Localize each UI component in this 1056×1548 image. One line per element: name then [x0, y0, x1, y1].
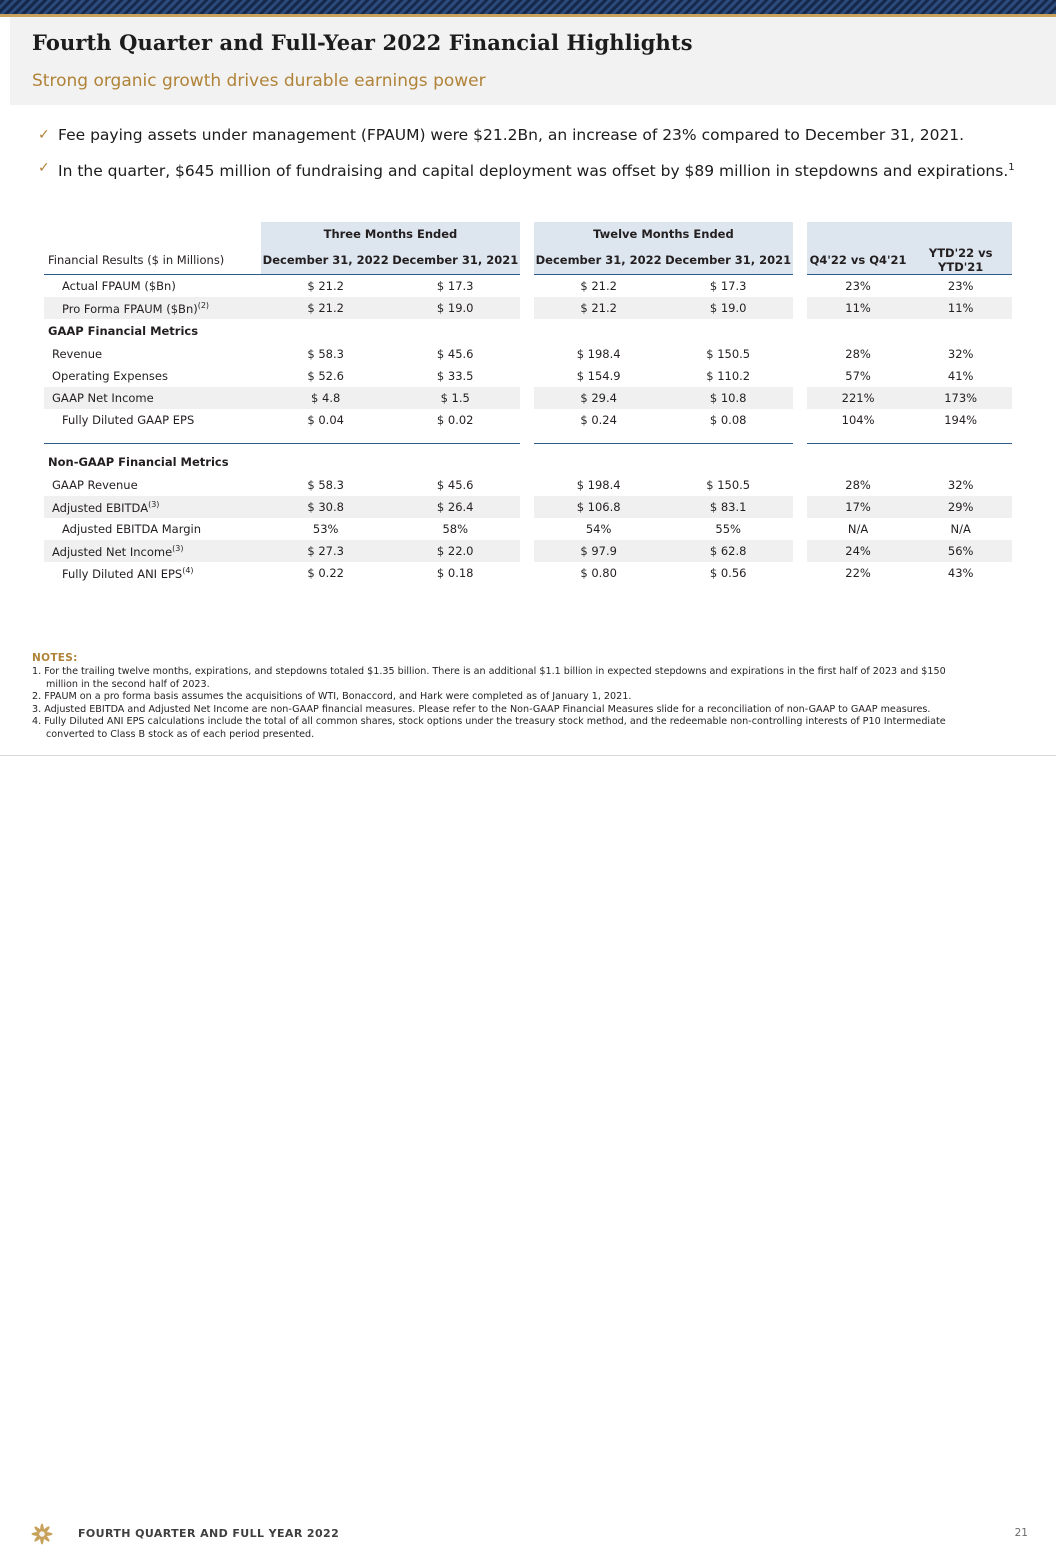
note-item — [32, 666, 1032, 691]
cell-y-comparison: 29% — [909, 496, 1012, 518]
spacer-cell — [520, 431, 534, 444]
row-label: GAAP Revenue — [52, 478, 138, 492]
row-label-footnote: (3) — [148, 499, 160, 509]
cell-q-comparison: N/A — [847, 522, 869, 536]
spacer-cell — [793, 297, 807, 319]
cell-q4-2022: $ 0.04 — [307, 413, 344, 427]
footer-text: FOURTH QUARTER AND FULL YEAR 2022 — [78, 1527, 340, 1540]
page-number: 21 — [1014, 1527, 1028, 1539]
cell-q-comparison: 11% — [807, 297, 910, 319]
check-icon: ✓ — [38, 127, 50, 143]
cell-q-comparison: 104% — [841, 413, 875, 427]
cell-q-comparison: 23% — [845, 279, 871, 293]
cell-q4-2021: $ 33.5 — [436, 369, 474, 383]
spacer-cell — [793, 562, 807, 584]
row-label-text: Adjusted Net Income — [52, 544, 173, 559]
section-header-non-gaap — [44, 444, 1012, 475]
spacer-cell — [793, 518, 807, 540]
column-header-fy-2021: December 31, 2021 — [663, 246, 793, 275]
table-row — [44, 562, 1012, 584]
spacer-cell — [520, 246, 534, 275]
row-label-footnote: (3) — [172, 543, 184, 553]
header-left-notch — [0, 17, 10, 105]
table-row — [44, 275, 1012, 298]
cell-y-comparison: 173% — [909, 387, 1012, 409]
spacer-row — [44, 431, 1012, 444]
notes-section — [32, 652, 1032, 742]
cell-y-comparison: 41% — [947, 369, 974, 383]
cell-q-comparison: 221% — [807, 387, 910, 409]
row-label-text: Fully Diluted ANI EPS — [62, 566, 183, 581]
section-header-label: Non-GAAP Financial Metrics — [48, 455, 229, 469]
row-label-text: Adjusted EBITDA — [52, 500, 149, 515]
spacer-cell — [793, 365, 807, 387]
table-row — [44, 387, 1012, 409]
spacer-cell — [793, 222, 807, 246]
cell-y-comparison: 43% — [947, 566, 974, 580]
row-label-text: Pro Forma FPAUM ($Bn) — [62, 301, 198, 316]
table-row — [44, 343, 1012, 365]
note-item: 3. Adjusted EBITDA and Adjusted Net Income are non-GAAP financial measures. Please refer to the Non-GAAP Financial Measures slide for a reconciliation of non-GAAP to GAAP measures. — [32, 703, 931, 715]
table-row — [44, 474, 1012, 496]
spacer-cell — [520, 496, 534, 518]
cell-q4-2021: $ 0.18 — [436, 566, 474, 580]
section-header-gaap — [44, 319, 1012, 343]
bullet-text: Fee paying assets under management (FPAUM) were $21.2Bn, an increase of 23% compared to December 31, 2021. — [58, 126, 965, 144]
spacer-cell — [793, 540, 807, 562]
row-label: Actual FPAUM ($Bn) — [62, 279, 176, 293]
spacer-cell — [793, 431, 807, 444]
list-item — [38, 124, 1023, 146]
cell-q4-2022: $ 4.8 — [261, 387, 391, 409]
cell-q4-2022: $ 52.6 — [307, 369, 344, 383]
cell-q-comparison: 17% — [807, 496, 910, 518]
page-subtitle: Strong organic growth drives durable earnings power — [32, 71, 486, 91]
spacer-cell — [520, 343, 534, 365]
row-label: Adjusted EBITDA Margin — [62, 522, 202, 536]
cell-q4-2021: $ 0.02 — [436, 413, 474, 427]
note-continuation: converted to Class B stock as of each period presented. — [46, 728, 315, 740]
column-header-q4-2022: December 31, 2022 — [261, 246, 391, 275]
cell-q4-2021: $ 45.6 — [436, 478, 474, 492]
table-row — [44, 518, 1012, 540]
cell-y-comparison: 32% — [947, 347, 974, 361]
highlights-bullet-list — [38, 124, 1023, 193]
column-header-q4-comparison: Q4'22 vs Q4'21 — [807, 246, 910, 275]
cell-fy-2022: $ 29.4 — [534, 387, 664, 409]
cell-fy-2022: $ 198.4 — [576, 347, 621, 361]
table-group-header-row — [44, 222, 1012, 246]
spacer-cell — [520, 387, 534, 409]
spacer-cell — [520, 222, 534, 246]
page-title: Fourth Quarter and Full-Year 2022 Financial Highlights — [32, 30, 693, 55]
section-rule-right — [807, 431, 1012, 444]
check-icon: ✓ — [38, 160, 50, 176]
row-label: Revenue — [52, 347, 103, 361]
spacer-cell — [520, 540, 534, 562]
cell-q4-2022: 53% — [312, 522, 339, 536]
row-label-footnote: (4) — [182, 565, 194, 575]
cell-q4-2021: $ 22.0 — [390, 540, 520, 562]
row-label: GAAP Net Income — [44, 387, 261, 409]
cell-fy-2022: $ 97.9 — [534, 540, 664, 562]
cell-y-comparison: 23% — [947, 279, 974, 293]
cell-y-comparison: 56% — [909, 540, 1012, 562]
note-text: 1. For the trailing twelve months, expirations, and stepdowns totaled $1.35 billion. There is an additional $1.1 billion in expected stepdowns and expirations in the first half of 2023 and $150 — [32, 666, 946, 677]
spacer-cell — [520, 365, 534, 387]
spacer-cell — [793, 474, 807, 496]
column-header-fy-2022: December 31, 2022 — [534, 246, 664, 275]
spacer-cell — [520, 409, 534, 431]
group-header-three-months: Three Months Ended — [261, 222, 520, 246]
cell-fy-2021: $ 10.8 — [663, 387, 793, 409]
cell-fy-2021: $ 110.2 — [706, 369, 751, 383]
row-label — [44, 496, 261, 518]
cell-fy-2021: 55% — [715, 522, 741, 536]
list-item — [38, 157, 1023, 182]
note-item: 2. FPAUM on a pro forma basis assumes the acquisitions of WTI, Bonaccord, and Hark were completed as of January 1, 2021. — [32, 691, 632, 703]
spacer-cell — [520, 562, 534, 584]
cell-q-comparison: 28% — [845, 347, 871, 361]
top-decorative-bar — [0, 0, 1056, 14]
bullet-text-main: In the quarter, $645 million of fundraising and capital deployment was offset by $89 million in stepdowns and expirations. — [58, 162, 1009, 181]
cell-y-comparison: 194% — [944, 413, 978, 427]
cell-fy-2021: $ 19.0 — [663, 297, 793, 319]
cell-fy-2021: $ 150.5 — [706, 478, 751, 492]
section-rule-left — [44, 431, 520, 444]
cell-q4-2022: $ 21.2 — [261, 297, 391, 319]
row-label — [44, 540, 261, 562]
cell-q4-2021: $ 1.5 — [390, 387, 520, 409]
note-continuation: million in the second half of 2023. — [46, 678, 210, 690]
cell-fy-2022: $ 106.8 — [534, 496, 664, 518]
table-row — [44, 540, 1012, 562]
financial-results-table — [44, 222, 1012, 584]
cell-fy-2021: $ 62.8 — [663, 540, 793, 562]
row-label — [44, 297, 261, 319]
column-header-label: Financial Results ($ in Millions) — [44, 246, 261, 275]
row-label: Operating Expenses — [52, 369, 168, 383]
notes-title: NOTES: — [32, 652, 78, 664]
cell-fy-2022: $ 198.4 — [576, 478, 621, 492]
cell-q4-2022: $ 21.2 — [307, 279, 344, 293]
cell-fy-2021: $ 17.3 — [709, 279, 747, 293]
cell-fy-2022: $ 0.24 — [580, 413, 617, 427]
footer — [0, 756, 1056, 1540]
spacer-cell — [793, 246, 807, 275]
company-logo-icon — [28, 1520, 56, 1548]
spacer-cell — [793, 343, 807, 365]
column-header-q4-2021: December 31, 2021 — [390, 246, 520, 275]
cell-fy-2022: $ 154.9 — [576, 369, 621, 383]
cell-y-comparison: N/A — [950, 522, 971, 536]
section-rule-middle — [534, 431, 793, 444]
cell-fy-2022: $ 0.80 — [580, 566, 617, 580]
cell-q4-2022: $ 0.22 — [307, 566, 344, 580]
cell-fy-2021: $ 0.08 — [709, 413, 747, 427]
group-header-comparisons — [807, 222, 1012, 246]
cell-q4-2022: $ 27.3 — [261, 540, 391, 562]
spacer-cell — [520, 297, 534, 319]
row-label — [44, 562, 261, 584]
note-text: 4. Fully Diluted ANI EPS calculations include the total of all common shares, stock options under the treasury stock method, and the redeemable non-controlling interests of P10 Intermediate — [32, 716, 946, 728]
cell-fy-2021: $ 150.5 — [706, 347, 751, 361]
cell-fy-2022: $ 21.2 — [534, 297, 664, 319]
bullet-text — [58, 157, 1015, 182]
cell-fy-2021: $ 0.56 — [709, 566, 747, 580]
cell-q-comparison: 57% — [845, 369, 871, 383]
cell-y-comparison: 11% — [909, 297, 1012, 319]
cell-q-comparison: 22% — [845, 566, 871, 580]
row-label-footnote: (2) — [197, 300, 210, 310]
spacer-cell — [520, 275, 534, 298]
cell-q-comparison: 24% — [807, 540, 910, 562]
spacer-cell — [793, 275, 807, 298]
column-header-ytd-comparison: YTD'22 vs YTD'21 — [909, 246, 1012, 275]
table-column-header-row — [44, 246, 1012, 275]
spacer-cell — [520, 518, 534, 540]
table-row — [44, 409, 1012, 431]
spacer-cell — [520, 474, 534, 496]
cell-q-comparison: 28% — [845, 478, 871, 492]
cell-q4-2022: $ 58.3 — [307, 347, 344, 361]
cell-q4-2021: 58% — [442, 522, 468, 536]
table-row — [44, 365, 1012, 387]
cell-fy-2021: $ 83.1 — [663, 496, 793, 518]
cell-q4-2021: $ 45.6 — [436, 347, 474, 361]
cell-q4-2022: $ 30.8 — [261, 496, 391, 518]
cell-q4-2021: $ 19.0 — [390, 297, 520, 319]
group-header-twelve-months: Twelve Months Ended — [534, 222, 793, 246]
spacer-cell — [793, 387, 807, 409]
spacer-cell — [793, 496, 807, 518]
cell-fy-2022: 54% — [585, 522, 612, 536]
cell-y-comparison: 32% — [947, 478, 974, 492]
cell-q4-2022: $ 58.3 — [307, 478, 344, 492]
section-header-label: GAAP Financial Metrics — [48, 324, 199, 338]
spacer-cell — [793, 409, 807, 431]
note-item — [32, 716, 1032, 741]
empty-cell — [44, 222, 261, 246]
cell-q4-2021: $ 17.3 — [436, 279, 474, 293]
cell-q4-2021: $ 26.4 — [390, 496, 520, 518]
cell-fy-2022: $ 21.2 — [580, 279, 617, 293]
table-row — [44, 496, 1012, 518]
table-row — [44, 297, 1012, 319]
row-label: Fully Diluted GAAP EPS — [62, 413, 195, 427]
footnote-marker: 1 — [1008, 162, 1015, 173]
